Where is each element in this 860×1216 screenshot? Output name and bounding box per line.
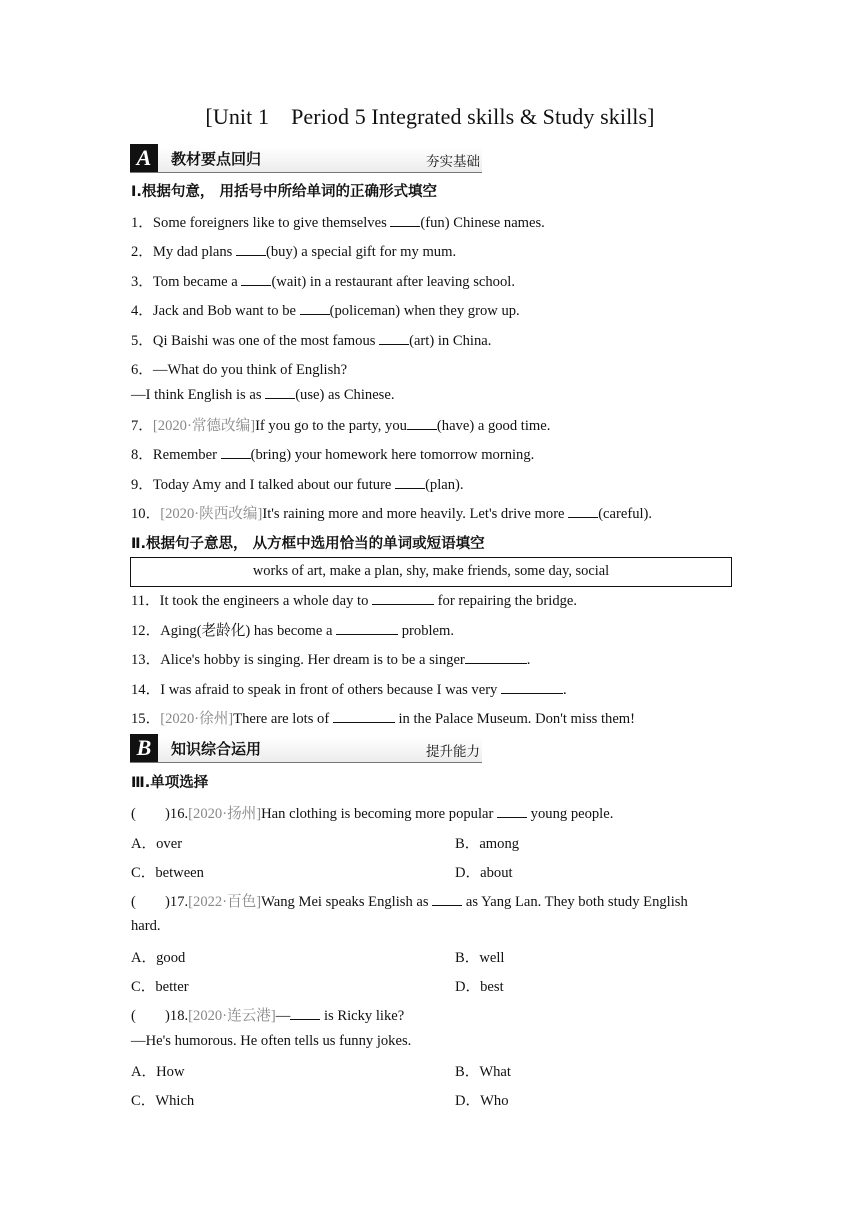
source-tag: [2020·陕西改编]	[160, 506, 263, 522]
option-d[interactable]: D．best	[455, 979, 504, 995]
source-tag: [2020·扬州]	[188, 806, 262, 822]
question-1: 1．Some foreigners like to give themselves (fun) Chinese names.	[131, 215, 545, 231]
answer-blank[interactable]	[379, 333, 409, 345]
banner-b-subtitle: 提升能力	[426, 744, 480, 760]
answer-blank[interactable]	[395, 477, 425, 489]
answer-blank[interactable]	[300, 303, 330, 315]
question-17-continuation: hard.	[131, 918, 161, 934]
question-18: ( )18.[2020·连云港]— is Ricky like?	[131, 1008, 405, 1024]
title-unit: [Unit 1	[205, 104, 270, 129]
answer-blank[interactable]	[333, 711, 395, 723]
option-b[interactable]: B．among	[455, 836, 520, 852]
option-c[interactable]: C．Which	[131, 1093, 195, 1109]
question-8: 8．Remember (bring) your homework here tomorrow morning.	[131, 447, 535, 463]
word-bank-text: works of art, make a plan, shy, make friends, some day, social	[252, 563, 610, 579]
option-c[interactable]: C．better	[131, 979, 189, 995]
source-tag: [2020·连云港]	[188, 1008, 276, 1024]
question-9: 9．Today Amy and I talked about our future (plan).	[131, 477, 464, 493]
answer-blank[interactable]	[465, 652, 527, 664]
answer-blank[interactable]	[236, 244, 266, 256]
badge-b-icon: B	[130, 734, 158, 762]
answer-blank[interactable]	[372, 593, 434, 605]
question-5: 5．Qi Baishi was one of the most famous (art) in China.	[131, 333, 492, 349]
question-12: 12．Aging(老龄化) has become a problem.	[131, 623, 455, 639]
answer-blank[interactable]	[501, 682, 563, 694]
answer-blank	[432, 894, 462, 906]
page-title	[0, 104, 860, 130]
option-a[interactable]: A．How	[131, 1064, 185, 1080]
question-2: 2．My dad plans (buy) a special gift for my mum.	[131, 244, 457, 260]
banner-a-title: 教材要点回归	[171, 150, 262, 168]
question-6: 6．—What do you think of English?	[131, 362, 348, 378]
banner-b-title: 知识综合运用	[171, 740, 262, 758]
option-c[interactable]: C．between	[131, 865, 204, 881]
answer-blank[interactable]	[241, 274, 271, 286]
question-7: 7．[2020·常德改编]If you go to the party, you (have) a good time.	[131, 418, 551, 434]
option-d[interactable]: D．Who	[455, 1093, 509, 1109]
source-tag: [2020·徐州]	[160, 711, 234, 727]
question-4: 4．Jack and Bob want to be (policeman) when they grow up.	[131, 303, 520, 319]
section-2-heading: Ⅱ.根据句子意思， 从方框中选用恰当的单词或短语填空	[131, 536, 485, 552]
section-3-heading: Ⅲ.单项选择	[131, 775, 209, 791]
answer-blank[interactable]	[336, 623, 398, 635]
option-d[interactable]: D．about	[455, 865, 513, 881]
section-banner-b	[130, 734, 482, 763]
answer-blank	[290, 1008, 320, 1020]
answer-blank[interactable]	[221, 447, 251, 459]
answer-paren[interactable]: ( )	[131, 894, 170, 910]
question-16: ( )16.[2020·扬州]Han clothing is becoming more popular young people.	[131, 806, 614, 822]
source-tag: [2022·百色]	[188, 894, 262, 910]
option-b[interactable]: B．well	[455, 950, 505, 966]
badge-a-icon: A	[130, 144, 158, 172]
section-banner-a	[130, 144, 482, 173]
section-1-heading: Ⅰ.根据句意， 用括号中所给单词的正确形式填空	[131, 184, 437, 200]
question-6-answer-line: —I think English is as (use) as Chinese.	[131, 387, 395, 403]
word-bank-box	[130, 557, 732, 587]
answer-blank	[497, 806, 527, 818]
option-a[interactable]: A．over	[131, 836, 183, 852]
question-10: 10．[2020·陕西改编]It's raining more and more heavily. Let's drive more (careful).	[131, 506, 653, 522]
question-18-answer-line: —He's humorous. He often tells us funny jokes.	[131, 1033, 412, 1049]
title-period: Period 5 Integrated skills & Study skills]	[291, 104, 655, 129]
question-3: 3．Tom became a (wait) in a restaurant after leaving school.	[131, 274, 515, 290]
question-17: ( )17.[2022·百色]Wang Mei speaks English as as Yang Lan. They both study English	[131, 894, 688, 910]
question-15: 15．[2020·徐州]There are lots of in the Palace Museum. Don't miss them!	[131, 711, 636, 727]
question-11: 11．It took the engineers a whole day to for repairing the bridge.	[131, 593, 578, 609]
option-a[interactable]: A．good	[131, 950, 186, 966]
answer-blank[interactable]	[568, 506, 598, 518]
option-b[interactable]: B．What	[455, 1064, 511, 1080]
answer-paren[interactable]: ( )	[131, 806, 170, 822]
answer-blank[interactable]	[407, 418, 437, 430]
question-13: 13．Alice's hobby is singing. Her dream is to be a singer .	[131, 652, 531, 668]
answer-blank[interactable]	[265, 387, 295, 399]
answer-blank[interactable]	[390, 215, 420, 227]
banner-a-subtitle: 夯实基础	[426, 154, 480, 170]
answer-paren[interactable]: ( )	[131, 1008, 170, 1024]
question-14: 14．I was afraid to speak in front of others because I was very .	[131, 682, 567, 698]
source-tag: [2020·常德改编]	[152, 418, 256, 434]
